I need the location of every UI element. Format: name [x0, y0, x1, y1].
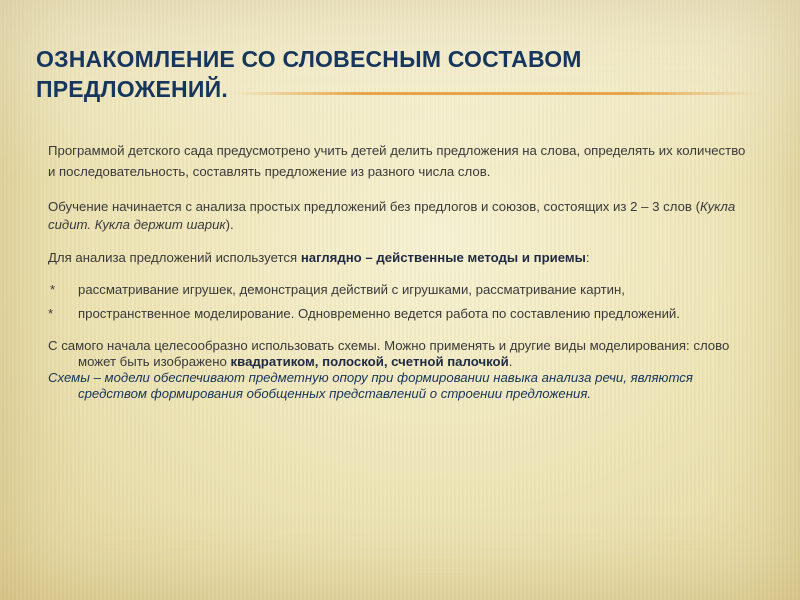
- slide-title: ОЗНАКОМЛЕНИЕ СО СЛОВЕСНЫМ СОСТАВОМ ПРЕДЛОЖЕНИЙ.: [36, 46, 582, 102]
- paragraph-methods-end: :: [585, 250, 590, 265]
- bullet-text: пространственное моделирование. Одновременно ведется работа по составлению предложений.: [78, 306, 680, 321]
- title-underline: [230, 92, 760, 95]
- paragraph-models-text: Схемы – модели обеспечивают предметную опору при формировании навыка анализа речи, являются средством формирования обобщенных представлений о строении предложения.: [48, 370, 693, 401]
- bullet-text: рассматривание игрушек, демонстрация действий с игрушками, рассматривание картин,: [78, 282, 625, 297]
- paragraph-models: [48, 370, 748, 402]
- paragraph-schemes-bold: квадратиком, полоской, счетной палочкой: [230, 354, 509, 369]
- bullet-mark: *: [50, 282, 56, 297]
- paragraph-methods: [48, 250, 748, 266]
- paragraph-learning-text: Обучение начинается с анализа простых предложений без предлогов и союзов, состоящих из 2 – 3 слов (: [48, 199, 700, 214]
- paragraph-program: Программой детского сада предусмотрено учить детей делить предложения на слова, определять их количество и последовательность, составлять предложение из разного числа слов.: [48, 143, 746, 179]
- paragraph-learning-example: Кукла сидит. Кукла держит шарик: [48, 199, 736, 232]
- paragraph-learning: [48, 198, 748, 234]
- paragraph-methods-text: Для анализа предложений используется: [48, 250, 301, 265]
- slide-content: [48, 140, 748, 402]
- bullet-mark: *: [48, 306, 54, 321]
- paragraph-schemes: [48, 338, 748, 370]
- paragraph-schemes-end: .: [508, 354, 513, 369]
- paragraph-methods-bold: наглядно – действенные методы и приемы: [300, 250, 586, 265]
- paragraph-schemes-text: С самого начала целесообразно использовать схемы. Можно применять и другие виды моделирования: слово может быть изображено: [48, 338, 730, 369]
- paragraph-learning-end: ).: [225, 217, 234, 232]
- bullet-item-1: [48, 282, 748, 298]
- bullet-item-2: [48, 306, 748, 322]
